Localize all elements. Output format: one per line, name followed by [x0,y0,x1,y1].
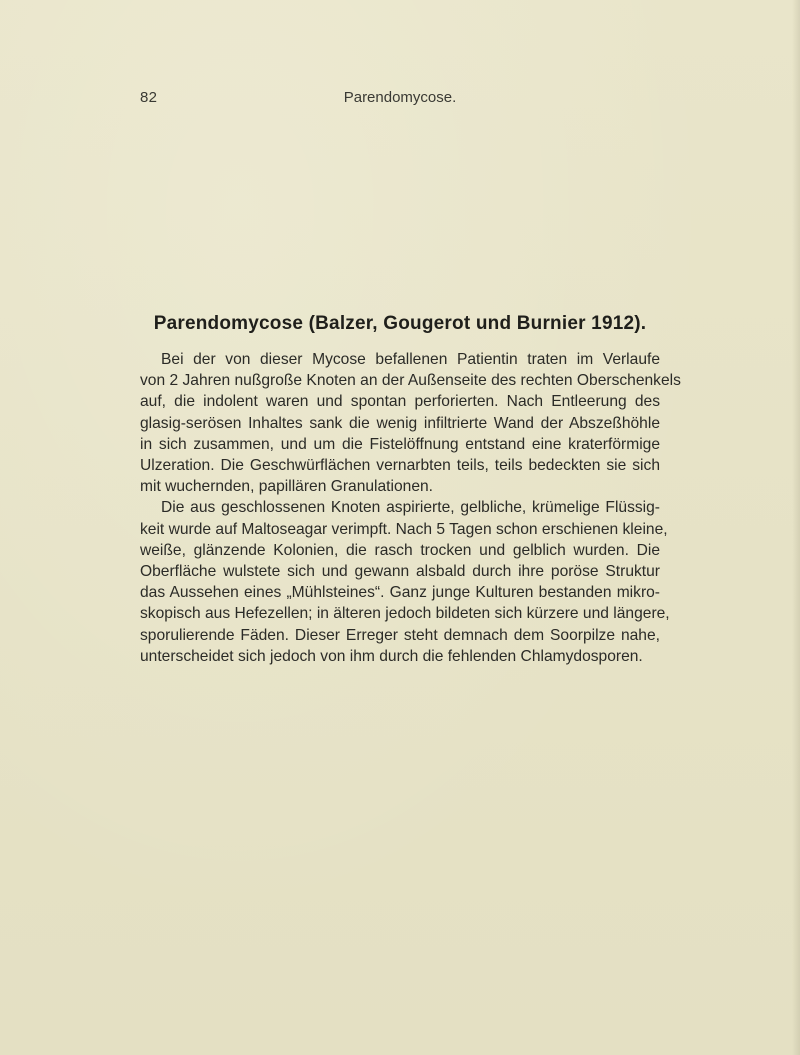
text-line: unterscheidet sich jedoch von ihm durch die fehlenden Chlamydosporen. [140,647,643,665]
paragraph [140,349,681,497]
text-line: skopisch aus Hefezellen; in älteren jedoch bildeten sich kürzere und längere, [140,605,670,623]
text-line: glasig-serösen Inhaltes sank die wenig infiltrierte Wand der Abszeßhöhle [140,414,660,432]
text-line: in sich zusammen, und um die Fistelöffnung entstand eine kraterförmige [140,435,660,453]
text-line: auf, die indolent waren und spontan perforierten. Nach Entleerung des [140,393,660,411]
text-line: Ulzeration. Die Geschwürflächen vernarbten teils, teils bedeckten sie sich [140,457,660,475]
text-line: mit wuchernden, papillären Granulationen. [140,478,433,496]
text-line: keit wurde auf Maltoseagar verimpft. Nach 5 Tagen schon erschienen kleine, [140,520,668,538]
text-line: Bei der von dieser Mycose befallenen Patientin traten im Verlaufe [161,351,660,368]
text-line: Die aus geschlossenen Knoten aspirierte, gelbliche, krümelige Flüssig- [161,499,660,517]
page-number: 82 [140,89,158,106]
running-head: Parendomycose. [343,89,457,106]
text-line: von 2 Jahren nußgroße Knoten an der Außenseite des rechten Oberschenkels [140,372,681,390]
text-line: weiße, glänzende Kolonien, die rasch trocken und gelblich wurden. Die [140,541,660,559]
page-edge-shadow [792,0,800,1055]
text-line: das Aussehen eines „Mühlsteines“. Ganz junge Kulturen bestanden mikro- [140,584,660,602]
body-text [140,349,681,667]
section-title: Parendomycose (Balzer, Gougerot und Burnier 1912). [153,313,647,334]
paragraph [140,497,670,667]
text-line: sporulierende Fäden. Dieser Erreger steht demnach dem Soorpilze nahe, [140,626,660,644]
text-line: Oberfläche wulstete sich und gewann alsbald durch ihre poröse Struktur [140,563,660,581]
